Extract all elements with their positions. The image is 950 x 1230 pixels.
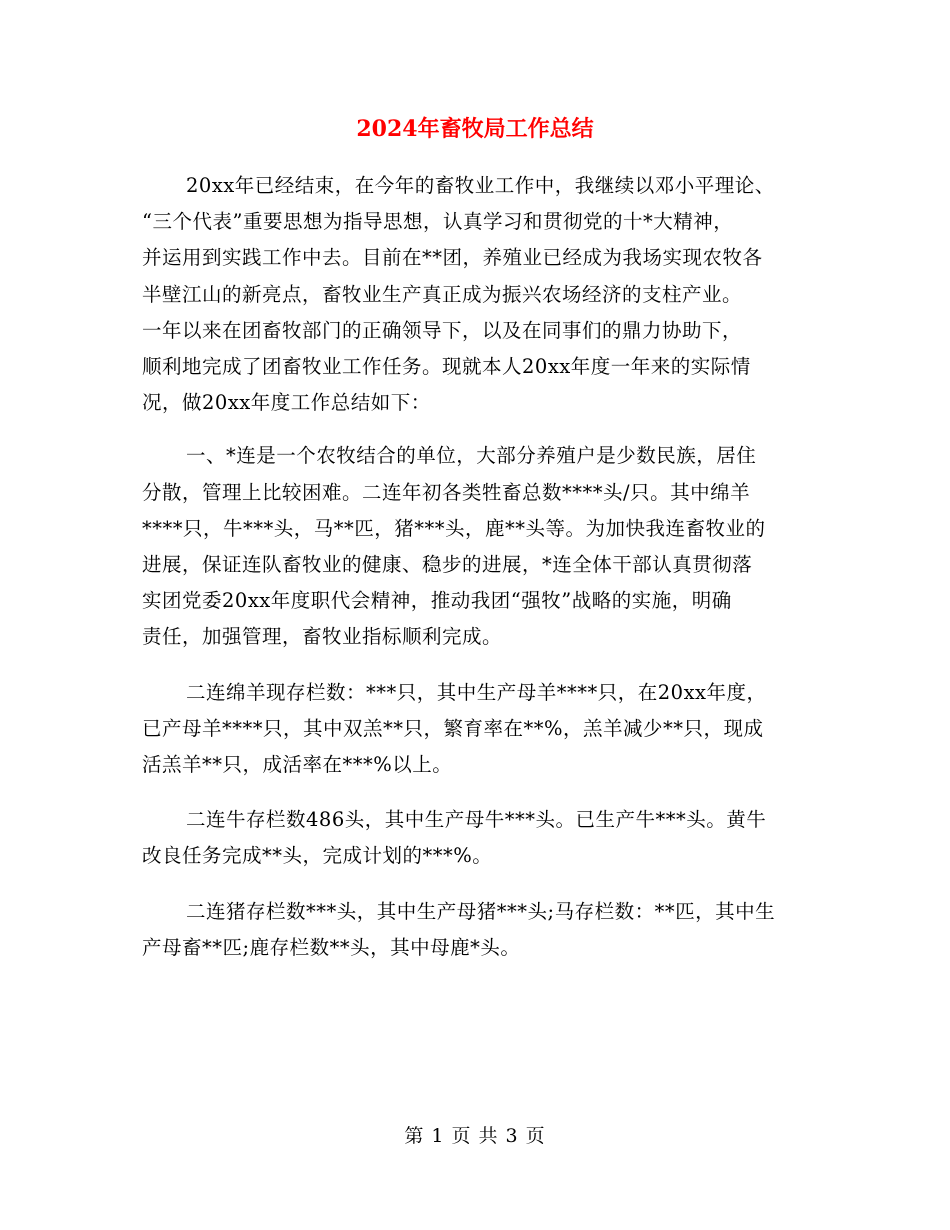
text-line: 改良任务完成**头，完成计划的***%。 [142, 844, 493, 868]
text-line: 进展，保证连队畜牧业的健康、稳步的进展，*连全体干部认真贯彻落 [142, 553, 753, 577]
text-line: 况，做20xx年度工作总结如下： [142, 391, 431, 415]
paragraph-section-one [142, 438, 810, 655]
paragraph-sheep-stock [142, 675, 810, 784]
text-line: “三个代表”重要思想为指导思想，认真学习和贯彻党的十*大精神， [142, 210, 734, 234]
text-line: 20xx年已经结束，在今年的畜牧业工作中，我继续以邓小平理论、 [186, 174, 775, 197]
text-line: 分散，管理上比较困难。二连年初各类牲畜总数****头/只。其中绵羊 [142, 480, 751, 504]
document-body [142, 168, 810, 966]
text-line: ****只，牛***头，马**匹，猪***头，鹿**头等。为加快我连畜牧业的 [142, 516, 766, 540]
page-number-footer: 第 1 页 共 3 页 [404, 1125, 546, 1147]
text-line: 半壁江山的新亮点，畜牧业生产真正成为振兴农场经济的支柱产业。 [142, 282, 743, 306]
paragraph-summary-intro [142, 168, 810, 421]
text-line: 已产母羊****只，其中双羔**只，繁育率在**%，羔羊减少**只，现成 [142, 716, 764, 740]
text-line: 产母畜**匹;鹿存栏数**头，其中母鹿*头。 [142, 935, 521, 959]
text-line: 二连牛存栏数486头，其中生产母牛***头。已生产牛***头。黄牛 [186, 808, 767, 832]
paragraph-cattle-stock [142, 802, 810, 874]
text-line: 活羔羊**只，成活率在***%以上。 [142, 753, 453, 777]
paragraph-pig-horse-deer-stock [142, 894, 810, 966]
text-line: 实团党委20xx年度职代会精神，推动我团“强牧”战略的实施，明确 [142, 589, 732, 613]
page-title: 2024年畜牧局工作总结 [356, 116, 594, 142]
text-line: 二连猪存栏数***头，其中生产母猪***头;马存栏数：**匹，其中生 [186, 899, 776, 923]
text-line: 责任，加强管理，畜牧业指标顺利完成。 [142, 625, 503, 649]
text-line: 并运用到实践工作中去。目前在**团，养殖业已经成为我场实现农牧各 [142, 246, 763, 270]
text-line: 一、*连是一个农牧结合的单位，大部分养殖户是少数民族，居住 [186, 444, 757, 468]
text-line: 顺利地完成了团畜牧业工作任务。现就本人20xx年度一年来的实际情 [142, 355, 751, 379]
text-line: 二连绵羊现存栏数：***只，其中生产母羊****只，在20xx年度， [186, 680, 767, 704]
text-line: 一年以来在团畜牧部门的正确领导下，以及在同事们的鼎力协助下， [142, 318, 743, 342]
